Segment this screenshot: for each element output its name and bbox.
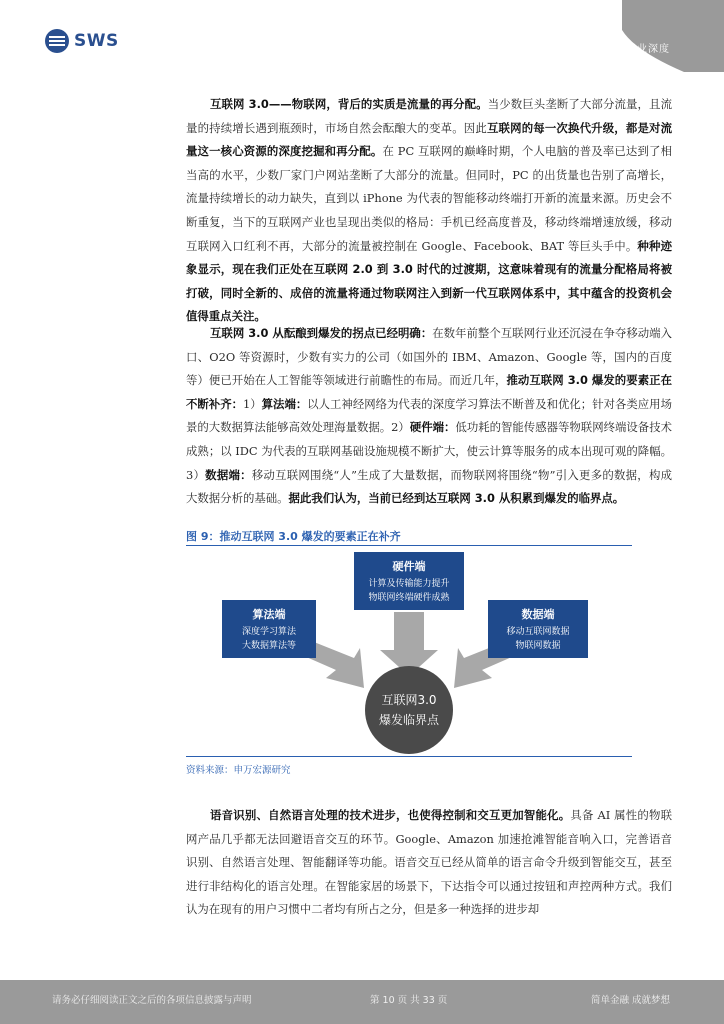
algorithm-line-1: 深度学习算法 — [241, 627, 297, 637]
p2-bold-end: 据此我们认为，当前已经到达互联网 3.0 从积累到爆发的临界点。 — [288, 491, 625, 506]
hardware-line-1: 计算及传输能力提升 — [368, 579, 450, 589]
logo-text: SWS — [74, 31, 119, 51]
paragraph-1 — [186, 93, 672, 329]
company-logo — [44, 28, 119, 54]
footer-disclaimer: 请务必仔细阅读正文之后的各项信息披露与声明 — [52, 995, 252, 1006]
data-line-1: 移动互联网数据 — [506, 627, 570, 637]
p2-bold-mid: 推动互联网 3.0 爆发的要素正在不断补齐： — [186, 373, 672, 411]
figure-source: 资料来源：申万宏源研究 — [186, 765, 291, 776]
figure-bottom-rule — [186, 756, 632, 757]
p2-text-2: 1） — [243, 396, 262, 411]
p1-bold-mid: 互联网的每一次换代升级，都是对流量这一核心资源的深度挖掘和再分配。 — [186, 120, 672, 159]
p3-text-1: 具备 AI 属性的物联网产品几乎都无法回避语音交互的环节。Google、Amazon 加速抢滩智能音响入口，完善语音识别、自然语言处理、智能翻译等功能。语音交互已经从简单的语言命令升级到智能交互，甚至进行非结构化的语言处理。在智能家居的场景下，下达指令可以通过按钮和声控两种方式。我们认为在现有的用户习惯中二者均有所占之分，但是多一种选择的进步却 — [186, 808, 672, 917]
p2-bold-algorithm: 算法端： — [261, 396, 308, 411]
center-circle — [365, 666, 453, 754]
p2-text-5: 移动互联网围绕“人”生成了大量数据，而物联网将围绕“物”引入更多的数据，构成大数据分析的基础。 — [186, 467, 672, 506]
figure-diagram — [186, 546, 632, 756]
p1-bold-lead: 互联网 3.0——物联网，背后的实质是流量的再分配。 — [210, 97, 488, 111]
p1-text-1: 当少数巨头垄断了大部分流量，且流量的持续增长遇到瓶颈时，市场自然会酝酿大的变革。因此 — [186, 97, 672, 135]
paragraph-2 — [186, 322, 672, 511]
header-section-tag: 行业深度 — [626, 44, 670, 55]
figure-title: 图 9：推动互联网 3.0 爆发的要素正在补齐 — [186, 530, 401, 543]
algorithm-title: 算法端 — [252, 608, 286, 621]
algorithm-line-2: 大数据算法等 — [241, 641, 297, 651]
p2-text-3: 以人工神经网络为代表的深度学习算法不断普及和优化；针对各类应用场景的大数据算法能够高效处理海量数据。2） — [186, 396, 672, 435]
center-line-1: 互联网3.0 — [381, 693, 437, 707]
p2-bold-data: 数据端： — [205, 467, 252, 482]
header-curve — [560, 0, 684, 72]
p1-text-2: 在 PC 互联网的巅峰时期，个人电脑的普及率已达到了相当高的水平，少数厂家门户网站垄断了大部分的流量。但同时，PC 的出货量也告别了高增长，流量持续增长的动力缺失，直到以 iPhone 为代表的智能移动终端打开新的流量来源。历史会不断重复，当下的互联网产业也呈现出类似的格局：手机已经高度普及，移动终端增速放缓，移动互联网入口红利不再，大部分的流量被控制在 Google、Facebook、BAT 等巨头手中。 — [186, 144, 672, 253]
footer-slogan: 简单金融 成就梦想 — [590, 995, 670, 1006]
p2-bold-hardware: 硬件端： — [409, 420, 456, 435]
paragraph-3 — [186, 804, 672, 922]
hardware-line-2: 物联网终端硬件成熟 — [368, 593, 450, 603]
p2-text-4: 低功耗的智能传感器等物联网终端设备技术成熟；以 IDC 为代表的互联网基础设施规模不断扩大，使云计算等服务的成本出现可观的降幅。3） — [186, 420, 672, 482]
p3-bold-lead: 语音识别、自然语言处理的技术进步，也使得控制和交互更加智能化。 — [210, 808, 571, 822]
center-line-2: 爆发临界点 — [378, 713, 440, 727]
p2-bold-lead: 互联网 3.0 从酝酿到爆发的拐点已经明确： — [210, 326, 433, 340]
p2-text-1: 在数年前整个互联网行业还沉浸在争夺移动端入口、O2O 等资源时，少数有实力的公司（如国外的 IBM、Amazon、Google 等，国内的百度等）便已开始在人工智能等领域进行前瞻性的布局。而近几年， — [186, 326, 672, 388]
hardware-title: 硬件端 — [392, 560, 426, 573]
footer-page-number: 第 10 页 共 33 页 — [370, 995, 448, 1006]
data-title: 数据端 — [521, 608, 555, 621]
data-line-2: 物联网数据 — [515, 641, 561, 651]
logo-icon — [44, 28, 70, 54]
p1-bold-end: 种种迹象显示，现在我们正处在互联网 2.0 到 3.0 时代的过渡期，这意味着现有的流量分配格局将被打破，同时全新的、成倍的流量将通过物联网注入到新一代互联网体系中，其中蕴含的投资机会值得重点关注。 — [186, 238, 672, 324]
